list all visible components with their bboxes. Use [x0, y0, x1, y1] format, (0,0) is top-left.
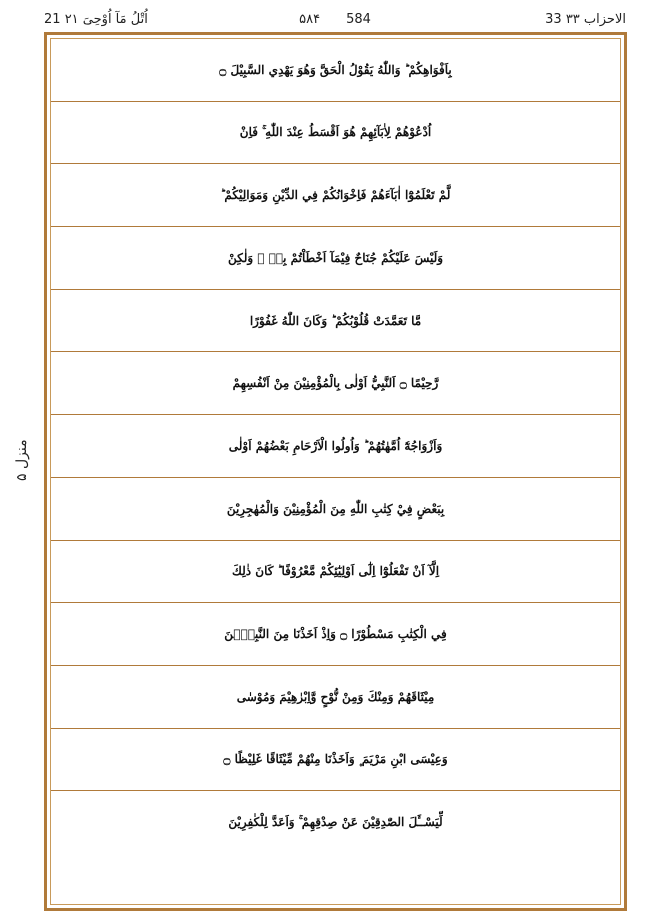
text-lines: [51, 39, 620, 904]
text-line: بِبَعْضٍ فِيْ كِتٰبِ اللّٰهِ مِنَ الْمُؤْمِنِيْنَ وَالْمُهٰجِرِيْنَ: [51, 478, 620, 541]
text-line: لِّيَسْــَٔلَ الصّٰدِقِيْنَ عَنْ صِدْقِهِمْ ۚ وَاَعَدَّ لِلْكٰفِرِيْنَ: [228, 815, 443, 830]
text-line: اُدْعُوْهُمْ لِاٰبَآئِهِمْ هُوَ اَقْسَطُ عِنْدَ اللّٰهِ ۚ فَاِنْ: [51, 102, 620, 165]
text-line: فِي الْكِتٰبِ مَسْطُوْرًا ۝ وَاِذْ اَخَذْنَا مِنَ النَّبِيّٖنَ: [51, 603, 620, 666]
page-number-urdu: ۵۸۴: [299, 11, 321, 27]
page-frame: [44, 32, 627, 911]
text-line: رَّحِيْمًا ۝ اَلنَّبِيُّ اَوْلٰى بِالْمُؤْمِنِيْنَ مِنْ اَنْفُسِهِمْ: [51, 353, 620, 416]
page-header: [44, 4, 626, 34]
page-frame-inner: [50, 38, 621, 905]
text-line: اِلَّآ اَنْ تَفْعَلُوْٓا اِلٰٓى اَوْلِيٰٓئِكُمْ مَّعْرُوْفًا ؕ كَانَ ذٰلِكَ: [51, 541, 620, 604]
header-surah-label: 33 الاحزاب ۳۳: [545, 11, 626, 27]
text-line: بِاَفْوَاهِكُمْ ؕ وَاللّٰهُ يَقُوْلُ الْحَقَّ وَهُوَ يَهْدِي السَّبِيْلَ ۝: [51, 39, 620, 102]
text-line: مِيْثَاقَهُمْ وَمِنْكَ وَمِنْ نُّوْحٍ وَّاِبْرٰهِيْمَ وَمُوْسٰى: [51, 666, 620, 729]
header-juz-label: 21 اُتْلُ مَآ اُوْحِیَ ۲۱: [44, 11, 148, 27]
header-page-number: [299, 12, 371, 27]
page-number: 584: [346, 11, 371, 27]
text-line: وَعِيْسَى ابْنِ مَرْيَمَ ۪ وَاَخَذْنَا مِنْهُمْ مِّيْثَاقًا غَلِيْظًا ۝: [51, 729, 620, 792]
text-line: لَّمْ تَعْلَمُوْٓا اٰبَآءَهُمْ فَاِخْوَانُكُمْ فِي الدِّيْنِ وَمَوَالِيْكُمْ ؕ: [51, 164, 620, 227]
text-line: مَّا تَعَمَّدَتْ قُلُوْبُكُمْ ؕ وَكَانَ اللّٰهُ غَفُوْرًا: [51, 290, 620, 353]
manzil-marker: منزل ۵: [14, 439, 30, 481]
text-line: وَاَزْوَاجُهٗٓ اُمَّهٰتُهُمْ ؕ وَاُولُوا الْاَرْحَامِ بَعْضُهُمْ اَوْلٰى: [51, 415, 620, 478]
text-line: وَلَيْسَ عَلَيْكُمْ جُنَاحٌ فِيْمَآ اَخْطَاْتُمْ بِهٖ ۙ وَلٰكِنْ: [51, 227, 620, 290]
